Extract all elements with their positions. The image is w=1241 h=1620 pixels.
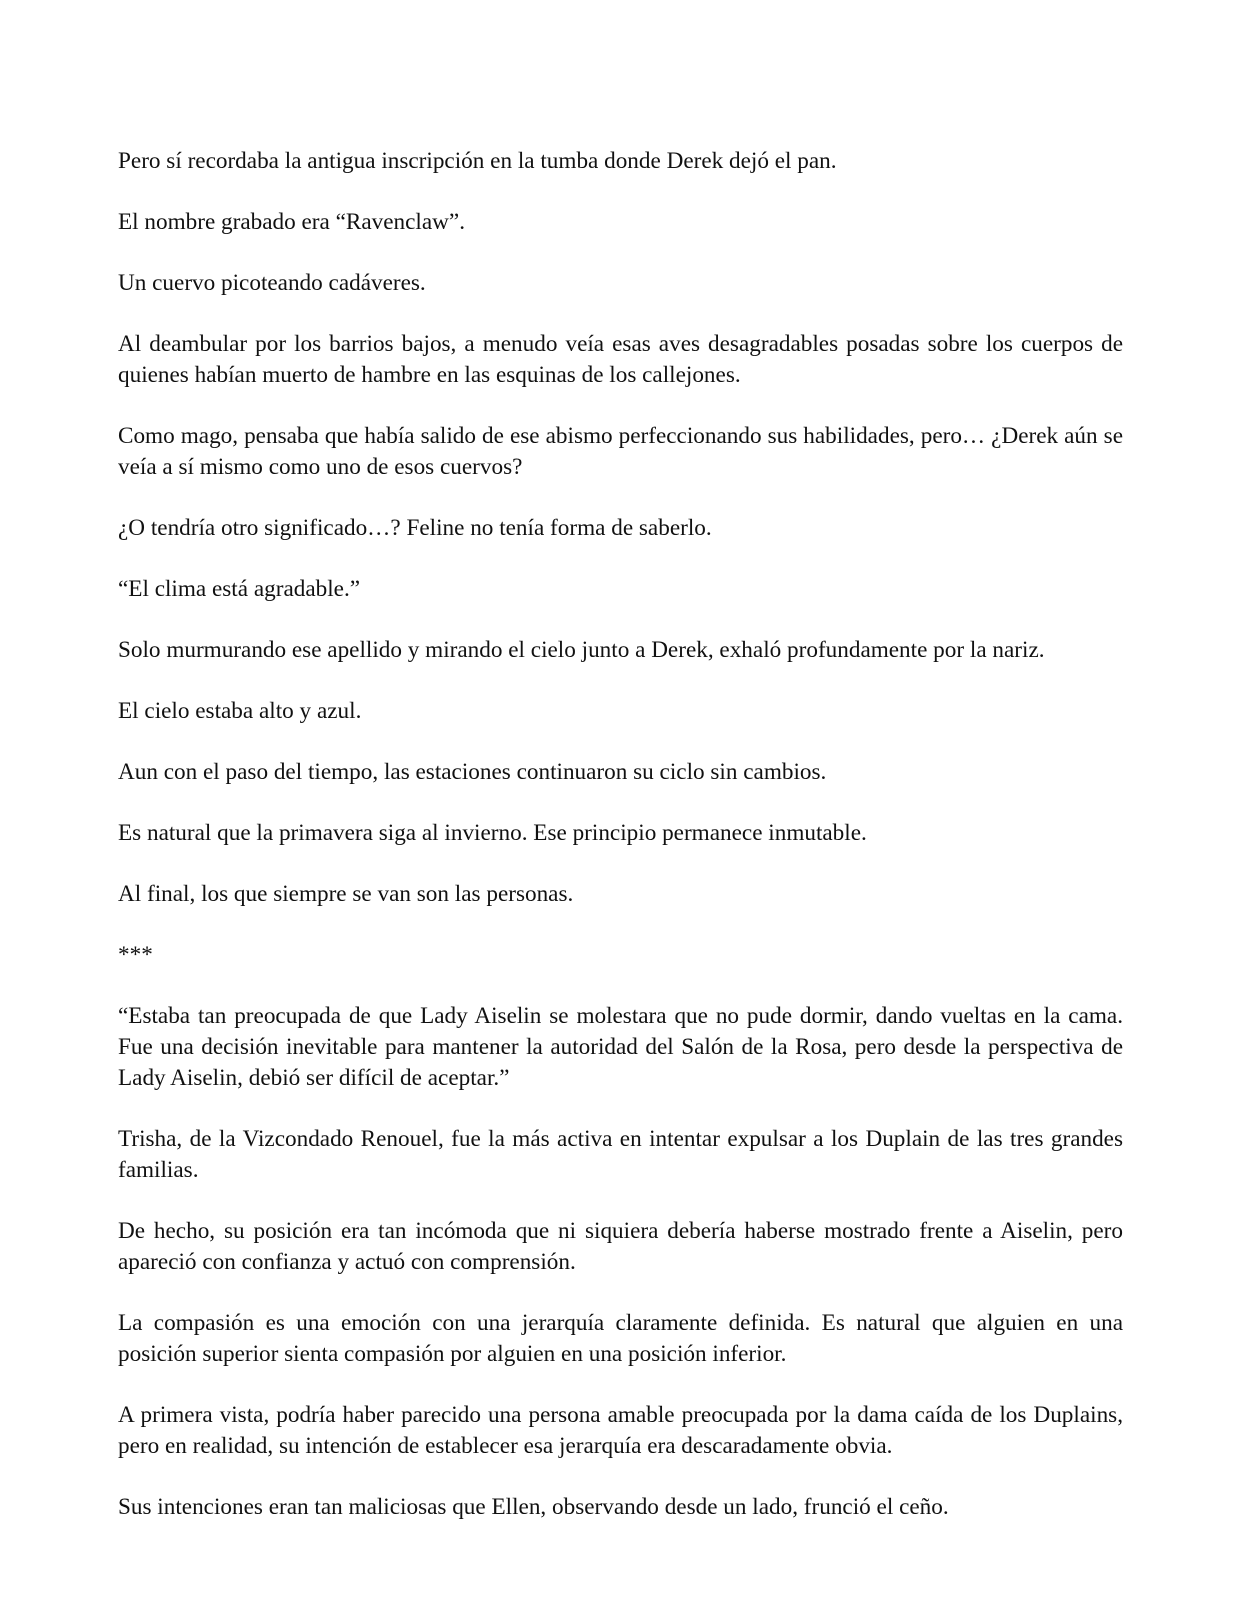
paragraph: ¿O tendría otro significado…? Feline no tenía forma de saberlo. xyxy=(118,515,712,541)
body-text xyxy=(118,146,1123,1553)
paragraph: “Estaba tan preocupada de que Lady Aiselin se molestara que no pude dormir, dando vueltas en la cama. Fue una decisión inevitable para mantener la autoridad del Salón de la Rosa, pero desde la perspectiva de Lady Aiselin, debió ser difícil de aceptar.” xyxy=(118,1003,1123,1091)
paragraph: El nombre grabado era “Ravenclaw”. xyxy=(118,209,465,235)
paragraph: Como mago, pensaba que había salido de ese abismo perfeccionando sus habilidades, pero… ¿Derek aún se veía a sí mismo como uno de esos cuervos? xyxy=(118,423,1123,480)
section-separator: *** xyxy=(118,942,153,968)
paragraph: Sus intenciones eran tan maliciosas que Ellen, observando desde un lado, frunció el ceño. xyxy=(118,1494,949,1520)
paragraph: Aun con el paso del tiempo, las estaciones continuaron su ciclo sin cambios. xyxy=(118,759,827,785)
paragraph: Al deambular por los barrios bajos, a menudo veía esas aves desagradables posadas sobre los cuerpos de quienes habían muerto de hambre en las esquinas de los callejones. xyxy=(118,331,1123,388)
paragraph: A primera vista, podría haber parecido una persona amable preocupada por la dama caída de los Duplains, pero en realidad, su intención de establecer esa jerarquía era descaradamente obvia. xyxy=(118,1402,1123,1459)
paragraph: Un cuervo picoteando cadáveres. xyxy=(118,270,426,296)
paragraph: Solo murmurando ese apellido y mirando el cielo junto a Derek, exhaló profundamente por la nariz. xyxy=(118,637,1045,663)
paragraph: “El clima está agradable.” xyxy=(118,576,361,602)
paragraph: Al final, los que siempre se van son las personas. xyxy=(118,881,574,907)
paragraph: Trisha, de la Vizcondado Renouel, fue la más activa en intentar expulsar a los Duplain de las tres grandes familias. xyxy=(118,1126,1123,1183)
paragraph: La compasión es una emoción con una jerarquía claramente definida. Es natural que alguien en una posición superior sienta compasión por alguien en una posición inferior. xyxy=(118,1310,1123,1367)
paragraph: Es natural que la primavera siga al invierno. Ese principio permanece inmutable. xyxy=(118,820,867,846)
paragraph: Pero sí recordaba la antigua inscripción en la tumba donde Derek dejó el pan. xyxy=(118,148,837,174)
paragraph: El cielo estaba alto y azul. xyxy=(118,698,362,724)
paragraph: De hecho, su posición era tan incómoda que ni siquiera debería haberse mostrado frente a Aiselin, pero apareció con confianza y actuó con comprensión. xyxy=(118,1218,1123,1275)
